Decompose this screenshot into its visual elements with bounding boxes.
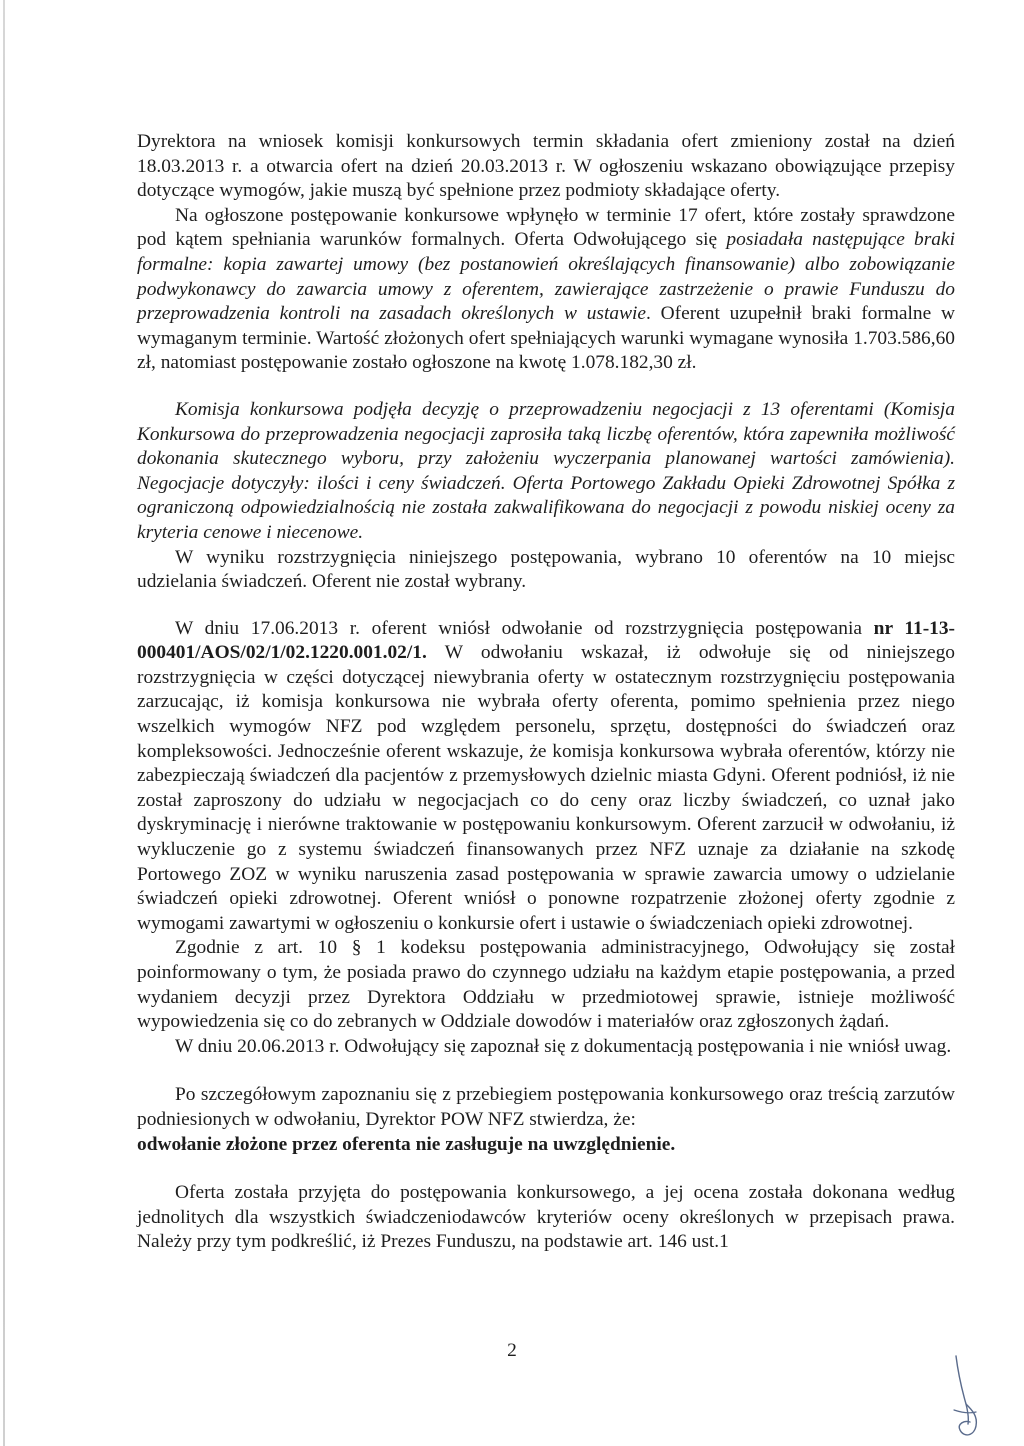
paragraph-7: W dniu 20.06.2013 r. Odwołujący się zapoznał się z dokumentacją postępowania i nie wniósł uwag. [175,1035,952,1057]
case-number: nr 11-13-000401/AOS/02/1/02.1220.001.02/1. [137,617,956,664]
formal-deficiencies-text: posiadała następujące braki formalne: kopia zawartej umowy (bez postanowień określających finansowanie) albo zobowiązanie podwykonawcy do zawarcia umowy z oferentem, zawierające zastrzeżenie o prawie Funduszu do przeprowadzenia kontroli na zasadach określonych w ustawie [137,229,955,325]
paragraph-8: Po szczegółowym zapoznaniu się z przebiegiem postępowania konkursowego oraz treścią zarzutów podniesionych w odwołaniu, Dyrektor POW NFZ stwierdza, że: [137,1084,955,1130]
negotiation-text: Komisja konkursowa podjęła decyzję o przeprowadzeniu negocjacji z 13 oferentami (Komisja Konkursowa do przeprowadzenia negocjacji zaprosiła taką liczbę oferentów, która zapewniła możliwość dokonania skutecznego wyboru, przy założeniu wyczerpania planowanej wartości zamówienia). Negocjacje dotyczyły: ilości i ceny świadczeń. Oferta Portowego Zakładu Opieki Zdrowotnej Spółka z ograniczoną odpowiedzialnością nie została zakwalifikowana do negocjacji z powodu niskiej oceny za kryteria cenowe i niecenowe. [137,398,955,543]
paragraph-2: Na ogłoszone postępowanie konkursowe wpłynęło w terminie 17 ofert, które zostały sprawdzone pod kątem spełniania warunków formalnych. Oferta Odwołującego się posiadała następujące braki formalne: kopia zawartej umowy (bez postanowień określających finansowanie) albo zobowiązanie podwykonawcy do zawarcia umowy z oferentem, zawierające zastrzeżenie o prawie Funduszu do przeprowadzenia kontroli na zasadach określonych w ustawie. Oferent uzupełnił braki formalne w wymaganym terminie. Wartość złożonych ofert spełniających warunki wymagane wynosiła 1.703.586,60 zł, natomiast postępowanie zostało ogłoszone na kwotę 1.078.182,30 zł. [137,204,955,374]
handwritten-initials [948,1352,988,1442]
paragraph-9: Oferta została przyjęta do postępowania konkursowego, a jej ocena została dokonana według jednolitych dla wszystkich świadczeniodawców kryteriów oceny określonych w przepisach prawa. Należy przy tym podkreślić, iż Prezes Funduszu, na podstawie art. 146 ust.1 [137,1182,955,1253]
decision-statement: odwołanie złożone przez oferenta nie zasługuje na uwzględnienie. [137,1133,676,1155]
paragraph-1: Dyrektora na wniosek komisji konkursowych termin składania ofert zmieniony został na dzień 18.03.2013 r. a otwarcia ofert na dzień 20.03.2013 r. W ogłoszeniu wskazano obowiązujące przepisy dotyczące wymogów, jakie muszą być spełnione przez podmioty składające oferty. [137,131,955,202]
paragraph-6: Zgodnie z art. 10 § 1 kodeksu postępowania administracyjnego, Odwołujący się został poinformowany o tym, że posiada prawo do czynnego udziału na każdym etapie postępowania, a przed wydaniem decyzji przez Dyrektora Oddziału w przedmiotowej sprawie, istnieje możliwość wypowiedzenia się co do zebranych w Oddziale dowodów i materiałów oraz zgłoszonych żądań. [137,937,955,1033]
paragraph-4: W wyniku rozstrzygnięcia niniejszego postępowania, wybrano 10 oferentów na 10 miejsc udzielania świadczeń. Oferent nie został wybrany. [137,546,955,593]
paragraph-5: W dniu 17.06.2013 r. oferent wniósł odwołanie od rozstrzygnięcia postępowania nr 11-13-000401/AOS/02/1/02.1220.001.02/1. W odwołaniu wskazał, iż odwołuje się od niniejszego rozstrzygnięcia w części dotyczącej niewybrania oferty w ostatecznym rozstrzygnięciu postępowania zarzucając, iż komisja konkursowa nie wybrała oferty oferenta, pomimo spełnienia przez niego wszelkich wymogów NFZ pod względem personelu, sprzętu, dostępności do świadczeń oraz kompleksowości. Jednocześnie oferent wskazuje, że komisja konkursowa wybrała oferentów, którzy nie zabezpieczają świadczeń dla pacjentów z przemysłowych dzielnic miasta Gdyni. Oferent podniósł, iż nie został zaproszony do udziału w negocjacjach co do ceny oraz liczby świadczeń, co uznał jako dyskryminację i nierówne traktowanie w postępowaniu konkursowym. Oferent zarzucił w odwołaniu, iż wykluczenie go z systemu świadczeń finansowanych przez NFZ uznaje za działanie na szkodę Portowego ZOZ w wyniku naruszenia zasad postępowania w sprawie zawarcia umowy o udzielanie świadczeń opieki zdrowotnej. Oferent wniósł o ponowne rozpatrzenie złożonej oferty zgodnie z wymogami zawartymi w ogłoszeniu o konkursie ofert i ustawie o świadczeniach opieki zdrowotnej. [137,617,956,934]
document-body [137,130,955,1255]
paragraph-3 [137,398,955,546]
scan-edge [3,0,5,1446]
page-number: 2 [507,1340,517,1361]
